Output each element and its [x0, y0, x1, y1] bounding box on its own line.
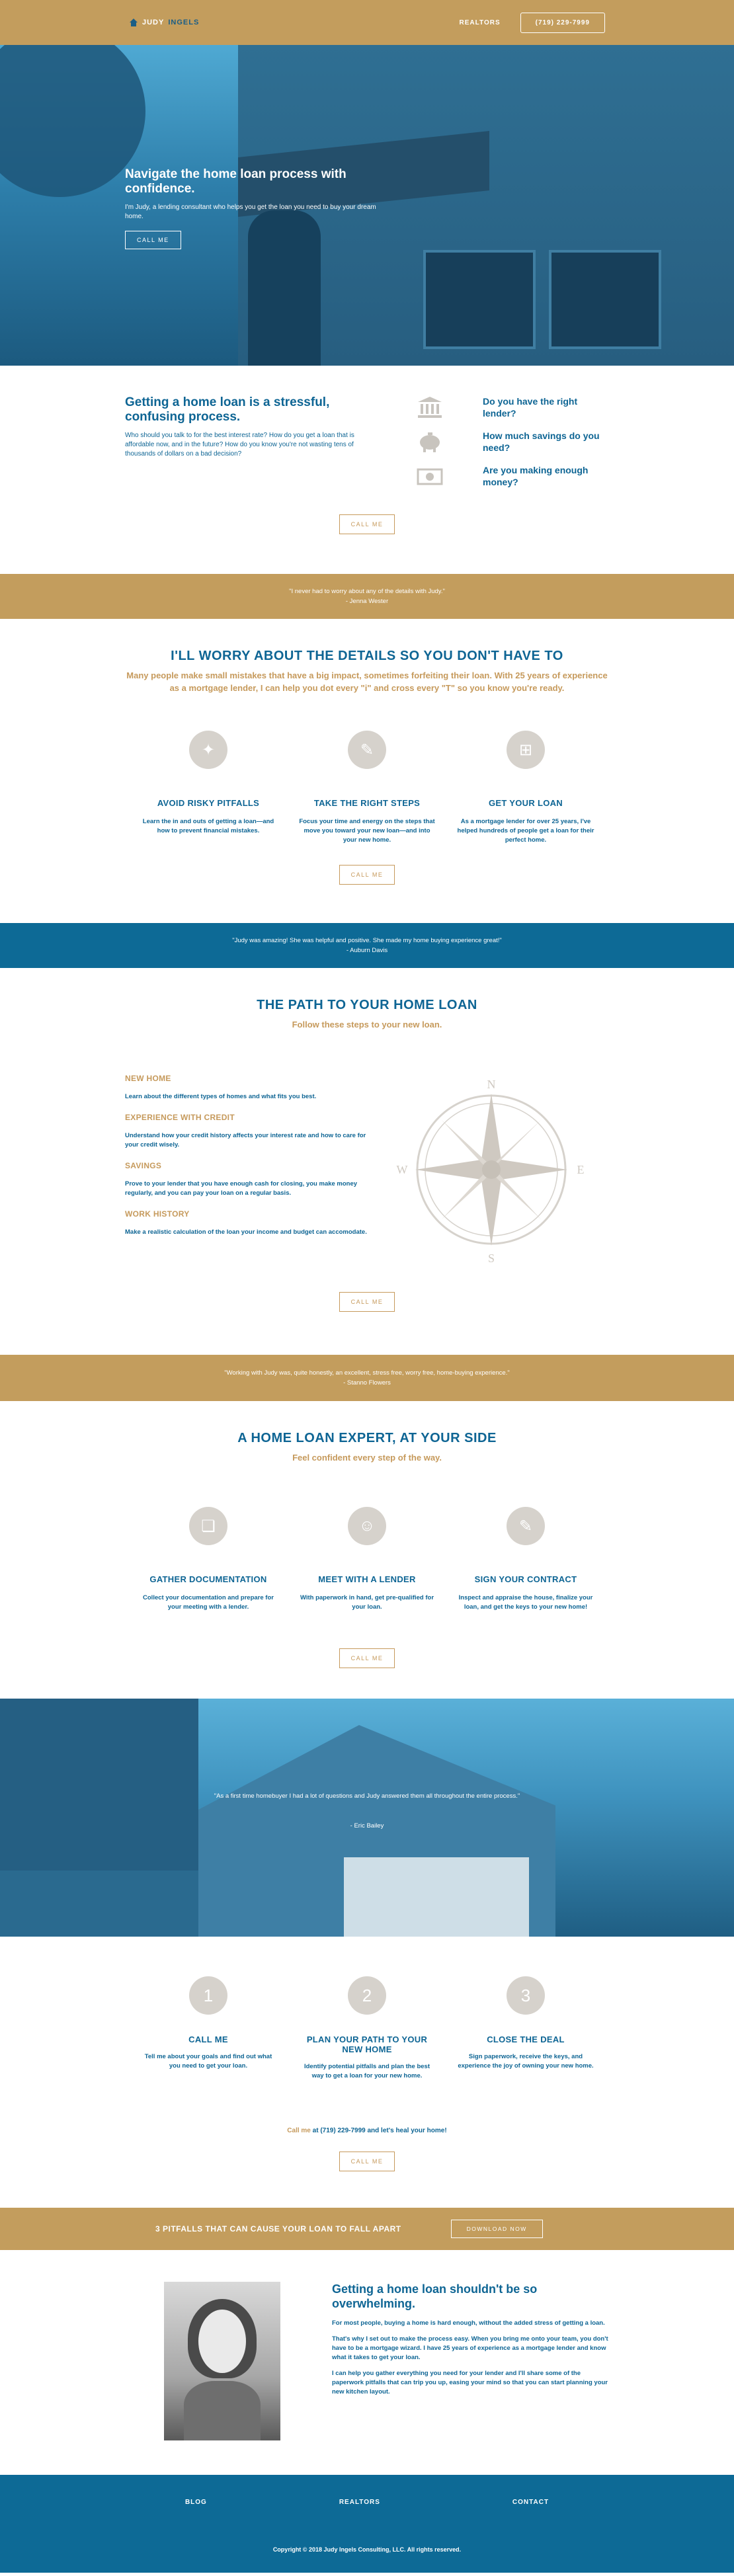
path-item-text: Understand how your credit history affects your interest rate and how to care for your credit wisely.: [125, 1132, 366, 1148]
nav-realtors-link[interactable]: REALTORS: [459, 19, 501, 26]
testimonial-quote: "As a first time homebuyer I had a lot of questions and Judy answered them all throughout the entire process.": [214, 1792, 520, 1800]
step-number: 1: [189, 1976, 227, 2015]
call-middle: at: [310, 2127, 321, 2134]
footer-link-realtors[interactable]: REALTORS: [339, 2499, 380, 2506]
path-item-text: Learn about the different types of homes and what fits you best.: [125, 1093, 317, 1100]
people-icon: ☺: [348, 1507, 386, 1545]
steps-cta: [0, 2152, 734, 2171]
testimonial-band: [0, 1355, 734, 1401]
question-list: [417, 395, 615, 499]
question-item: [417, 464, 615, 488]
compass-west: W: [396, 1163, 408, 1176]
copyright: Copyright © 2018 Judy Ingels Consulting, LLC. All rights reserved.: [272, 2546, 462, 2553]
path-items: [125, 1074, 370, 1248]
garage-door: [344, 1857, 529, 1937]
step-number: 2: [348, 1976, 386, 2015]
details-title: I'LL WORRY ABOUT THE DETAILS SO YOU DON'T HAVE TO: [171, 649, 563, 663]
download-bar: [0, 2208, 734, 2250]
portrait-face: [198, 2310, 246, 2373]
compass-north: N: [487, 1078, 496, 1091]
tree-shape: [0, 1699, 198, 1871]
document-icon: ❏: [189, 1507, 227, 1545]
path-item-heading: SAVINGS: [125, 1161, 162, 1170]
cart-icon: ⊞: [507, 731, 545, 769]
step-title: CLOSE THE DEAL: [487, 2034, 565, 2044]
top-nav: [460, 13, 605, 33]
call-line: [0, 2127, 734, 2134]
stress-cta: [0, 514, 734, 534]
phone-button[interactable]: (719) 229-7999: [520, 13, 605, 33]
question-item: [417, 395, 615, 419]
about-section: [0, 2250, 734, 2475]
testimonial-author: - Eric Bailey: [350, 1822, 384, 1830]
expert-subtitle: Feel confident every step of the way.: [292, 1453, 442, 1463]
path-subtitle: Follow these steps to your new loan.: [292, 1020, 442, 1029]
step-card: [139, 1976, 278, 2081]
feature-text: As a mortgage lender for over 25 years, I've helped hundreds of people get a loan for their perfect home.: [457, 818, 594, 844]
feature-card: [298, 1507, 436, 1612]
footer-links: [0, 2499, 734, 2506]
hero-description: I'm Judy, a lending consultant who helps you get the loan you need to buy your dream home.: [125, 204, 376, 220]
stress-intro: [125, 395, 370, 459]
garage-door: [549, 250, 661, 349]
call-me-button[interactable]: CALL ME: [339, 1648, 395, 1668]
hero-text: [125, 167, 376, 249]
about-paragraph: For most people, buying a home is hard enough, without the added stress of getting a loan.: [332, 2319, 605, 2327]
details-cta: [0, 865, 734, 885]
compass-south: S: [487, 1252, 495, 1265]
testimonial-quote: "Judy was amazing! She was helpful and positive. She made my home buying experience great!": [232, 937, 502, 944]
bank-icon: [417, 395, 443, 419]
step-text: Tell me about your goals and find out what you need to get your loan.: [144, 2053, 272, 2070]
feature-title: MEET WITH A LENDER: [318, 1574, 416, 1584]
house-photo-section: [0, 1699, 734, 1937]
feature-card: [139, 1507, 278, 1612]
logo[interactable]: [129, 18, 199, 27]
pen-icon: ✎: [348, 731, 386, 769]
question-text: Are you making enough money?: [483, 465, 589, 487]
footer-link-blog[interactable]: BLOG: [184, 2499, 207, 2506]
details-section: [0, 619, 734, 923]
step-text: Identify potential pitfalls and plan the best way to get a loan for your new home.: [304, 2063, 430, 2079]
call-me-button[interactable]: CALL ME: [339, 2152, 395, 2171]
call-me-button[interactable]: CALL ME: [339, 514, 395, 534]
feature-card: [456, 1507, 595, 1612]
feature-card: [456, 731, 595, 845]
about-text: [332, 2282, 610, 2403]
feature-card: [298, 731, 436, 845]
feature-title: AVOID RISKY PITFALLS: [157, 798, 260, 808]
path-section: [0, 968, 734, 1355]
feature-title: TAKE THE RIGHT STEPS: [313, 798, 421, 808]
testimonial-quote: "Working with Judy was, quite honestly, an excellent, stress free, worry free, home-buying experience.": [224, 1369, 510, 1377]
site-header: [0, 0, 734, 45]
about-title: Getting a home loan shouldn't be so overwhelming.: [332, 2282, 538, 2310]
call-phone[interactable]: (719) 229-7999: [320, 2127, 366, 2134]
portrait-scarf: [184, 2381, 261, 2440]
steps-list: [0, 1976, 734, 2081]
details-features: [0, 731, 734, 845]
expert-title: A HOME LOAN EXPERT, AT YOUR SIDE: [237, 1431, 497, 1445]
feature-text: With paperwork in hand, get pre-qualified for your loan.: [300, 1594, 434, 1611]
feature-text: Focus your time and energy on the steps that move you toward your new loan—and into your new home.: [299, 818, 435, 844]
pen-icon: ✎: [507, 1507, 545, 1545]
testimonial-band: [0, 923, 734, 968]
steps-section: [0, 1937, 734, 2208]
step-title: CALL ME: [188, 2034, 228, 2044]
testimonial-quote: "I never had to worry about any of the details with Judy.": [289, 588, 445, 595]
call-prefix: Call me: [287, 2127, 311, 2134]
tree-shape: [0, 1871, 198, 1937]
feature-title: SIGN YOUR CONTRACT: [474, 1574, 577, 1584]
hero-call-button[interactable]: CALL ME: [125, 231, 181, 249]
path-item-text: Make a realistic calculation of the loan your income and budget can accomodate.: [125, 1228, 367, 1236]
step-number: 3: [507, 1976, 545, 2015]
step-card: [456, 1976, 595, 2081]
call-me-button[interactable]: CALL ME: [339, 865, 395, 885]
download-text: 3 PITFALLS THAT CAN CAUSE YOUR LOAN TO FALL APART: [155, 2224, 401, 2234]
expert-features: [0, 1507, 734, 1612]
judy-portrait: [164, 2282, 280, 2440]
compass-icon: [395, 1074, 587, 1266]
path-title: THE PATH TO YOUR HOME LOAN: [257, 998, 477, 1012]
download-now-button[interactable]: DOWNLOAD NOW: [451, 2220, 543, 2238]
testimonial-author: - Stanno Flowers: [343, 1379, 391, 1387]
path-item-heading: NEW HOME: [125, 1074, 171, 1083]
about-paragraph: That's why I set out to make the process easy. When you bring me onto your team, you don't have to be a mortgage wizard. I have 25 years of experience as a mortgage lender and know what it takes to get your loan.: [332, 2335, 608, 2361]
garage-door: [423, 250, 536, 349]
path-item-heading: WORK HISTORY: [125, 1209, 190, 1219]
testimonial-author: - Auburn Davis: [346, 947, 388, 954]
testimonial-author: - Jenna Wester: [345, 598, 389, 605]
hero-title: Navigate the home loan process with confidence.: [125, 167, 347, 196]
details-subtitle: Many people make small mistakes that have a big impact, sometimes forfeiting their loan. With 25 years of experience as a mortgage lender, I can help you dot every "i" and cross every "T" so you know you're ready.: [126, 670, 608, 693]
call-suffix: and let's heal your home!: [365, 2127, 447, 2134]
question-item: [417, 430, 615, 454]
path-item-text: Prove to your lender that you have enough cash for closing, you make money regularly, and you can pay your loan on a regular basis.: [125, 1180, 358, 1197]
footer-link-contact[interactable]: CONTACT: [512, 2499, 550, 2506]
feature-title: GATHER DOCUMENTATION: [149, 1574, 267, 1584]
about-paragraph: I can help you gather everything you need for your lender and I'll share some of the paperwork pitfalls that can trip you up, easing your mind so that you can start planning your new kitchen layout.: [332, 2370, 608, 2395]
feature-text: Inspect and appraise the house, finalize your loan, and get the keys to your new home!: [458, 1594, 593, 1611]
piggy-bank-icon: [417, 430, 443, 454]
testimonial-band: [0, 574, 734, 619]
stress-title: Getting a home loan is a stressful, confusing process.: [125, 395, 330, 424]
path-cta: [0, 1292, 734, 1312]
feature-title: GET YOUR LOAN: [488, 798, 563, 808]
feature-text: Learn the in and outs of getting a loan—and how to prevent financial mistakes.: [142, 818, 274, 834]
logo-first: JUDY: [142, 19, 165, 26]
cursor-click-icon: ✦: [189, 731, 227, 769]
expert-cta: [0, 1648, 734, 1668]
step-title: PLAN YOUR PATH TO YOUR NEW HOME: [306, 2034, 428, 2054]
money-icon: [417, 464, 443, 488]
path-item-heading: EXPERIENCE WITH CREDIT: [125, 1113, 235, 1122]
stress-text: Who should you talk to for the best interest rate? How do you get a loan that is affordable now, and in the future? How do you know you're not wasting tens of thousands of dollars on a bad decision?: [125, 432, 354, 458]
feature-card: [139, 731, 278, 845]
step-card: [298, 1976, 436, 2081]
site-footer: [0, 2475, 734, 2573]
photo-testimonial: [0, 1791, 734, 1831]
stress-section: [0, 366, 734, 574]
question-text: Do you have the right lender?: [483, 396, 578, 419]
expert-section: [0, 1401, 734, 1699]
feature-text: Collect your documentation and prepare for your meeting with a lender.: [143, 1594, 274, 1611]
house-logo-icon: [129, 18, 138, 27]
compass-east: E: [577, 1163, 585, 1176]
call-me-button[interactable]: CALL ME: [339, 1292, 395, 1312]
hero-section: [0, 45, 734, 366]
question-text: How much savings do you need?: [483, 430, 600, 453]
logo-last: INGELS: [168, 19, 200, 26]
tree-shape: [0, 45, 145, 197]
step-text: Sign paperwork, receive the keys, and experience the joy of owning your new home.: [458, 2053, 594, 2070]
